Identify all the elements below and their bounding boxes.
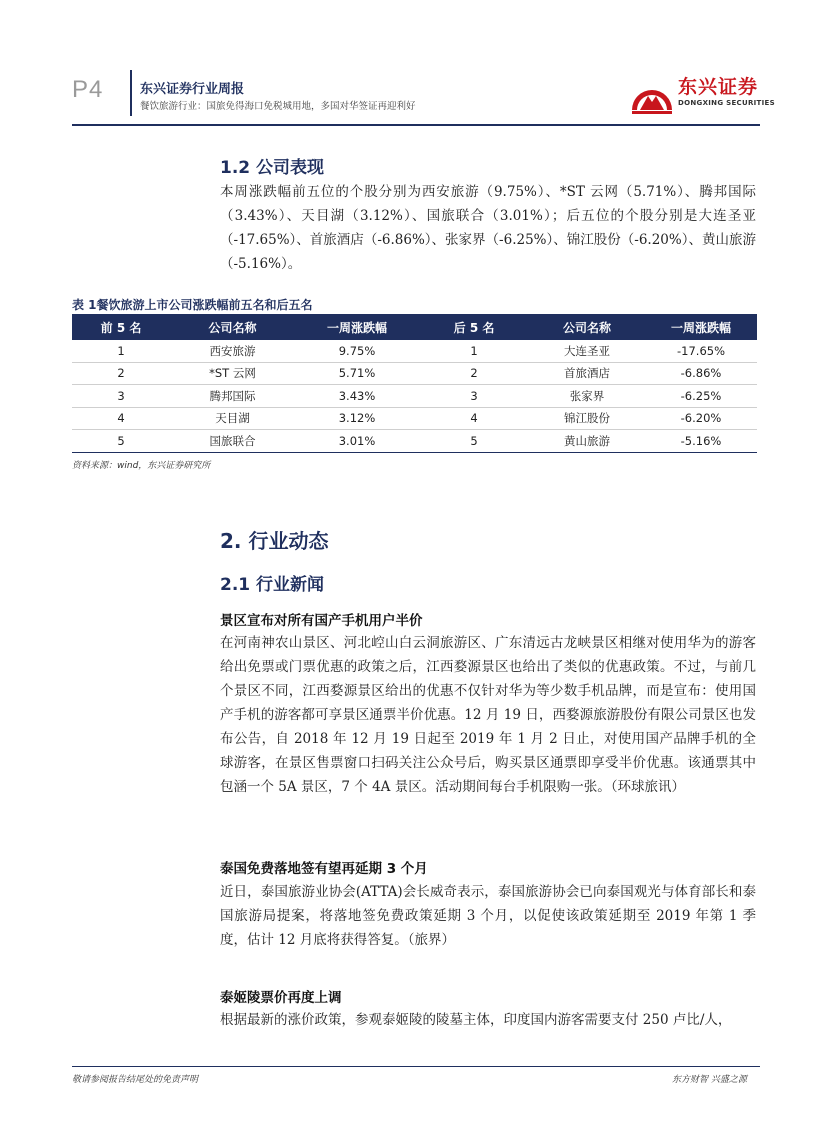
table-header-cell: 一周涨跌幅 — [295, 314, 419, 340]
table-cell: 首旅酒店 — [529, 362, 645, 385]
table-cell: -17.65% — [645, 340, 757, 362]
table-cell: 1 — [419, 340, 529, 362]
news-body: 根据最新的涨价政策，参观泰姬陵的陵墓主体，印度国内游客需要支付 250 卢比/人， — [220, 1012, 732, 1028]
footer-rule — [72, 1066, 760, 1067]
table-cell: 西安旅游 — [170, 340, 295, 362]
table-cell: -6.86% — [645, 362, 757, 385]
table-cell: 3 — [419, 385, 529, 408]
table-cell: -6.20% — [645, 407, 757, 430]
logo-text-en: DONGXING SECURITIES — [678, 99, 775, 107]
section-heading-2: 2. 行业动态 — [220, 529, 329, 553]
table-cell: -6.25% — [645, 385, 757, 408]
performance-table — [72, 314, 757, 453]
table-cell: -5.16% — [645, 430, 757, 453]
disclaimer-note: 敬请参阅报告结尾处的免责声明 — [72, 1075, 199, 1085]
section-heading-2-1: 2.1 行业新闻 — [220, 575, 325, 595]
table-header-cell: 前 5 名 — [72, 314, 170, 340]
table-cell: *ST 云网 — [170, 362, 295, 385]
report-subtitle: 餐饮旅游行业：国旅免得海口免税城用地，多国对华签证再迎利好 — [140, 101, 416, 112]
header-divider — [130, 70, 132, 116]
table-cell: 5.71% — [295, 362, 419, 385]
news-title: 泰国免费落地签有望再延期 3 个月 — [220, 861, 428, 877]
table-row — [72, 362, 757, 385]
table-header-cell: 公司名称 — [170, 314, 295, 340]
table-row — [72, 340, 757, 362]
table-cell: 国旅联合 — [170, 430, 295, 453]
table-cell: 4 — [419, 407, 529, 430]
table-header-cell: 一周涨跌幅 — [645, 314, 757, 340]
footer-slogan: 东方财智 兴盛之源 — [672, 1075, 747, 1085]
table-cell: 9.75% — [295, 340, 419, 362]
company-performance-paragraph: 本周涨跌幅前五位的个股分别为西安旅游（9.75%）、*ST 云网（5.71%）、腾邦国际（3.43%）、天目湖（3.12%）、国旅联合（3.01%）；后五位的个股分别是大连圣亚（-17.65%）、首旅酒店（-6.86%）、张家界（-6.25%）、锦江股份（-6.20%）、黄山旅游（-5.16%）。 — [220, 184, 756, 272]
table-header-row — [72, 314, 757, 340]
table-cell: 3.12% — [295, 407, 419, 430]
table-cell: 天目湖 — [170, 407, 295, 430]
page-number: P4 — [72, 76, 104, 103]
table-cell: 大连圣亚 — [529, 340, 645, 362]
table-cell: 1 — [72, 340, 170, 362]
table-cell: 3.01% — [295, 430, 419, 453]
table-header-cell: 后 5 名 — [419, 314, 529, 340]
table-cell: 3 — [72, 385, 170, 408]
news-body: 近日，泰国旅游业协会(ATTA)会长威奇表示，泰国旅游协会已向泰国观光与体育部长和泰国旅游局提案，将落地签免费政策延期 3 个月，以促使该政策延期至 2019 年第 1 季度，估计 12 月底将获得答复。（旅界） — [220, 884, 756, 948]
table-caption: 表 1餐饮旅游上市公司涨跌幅前五名和后五名 — [72, 298, 313, 312]
news-title: 景区宣布对所有国产手机用户半价 — [220, 613, 423, 629]
news-body: 在河南神农山景区、河北崆山白云洞旅游区、广东清远古龙峡景区相继对使用华为的游客给出免票或门票优惠的政策之后，江西婺源景区也给出了类似的优惠政策。不过，与前几个景区不同，江西婺源景区给出的优惠不仅针对华为等少数手机品牌，而是宣布：使用国产手机的游客都可享景区通票半价优惠。12 月 19 日，西婺源旅游股份有限公司景区也发布公告，自 2018 年 12 月 19 日起至 2019 年 1 月 2 日止，对使用国产品牌手机的全球游客，在景区售票窗口扫码关注公众号后，购买景区通票即享受半价优惠。该通票其中包涵一个 5A 景区，7 个 4A 景区。活动期间每台手机限购一张。（环球旅讯） — [220, 635, 756, 795]
table-source: 资料来源：wind，东兴证券研究所 — [72, 461, 211, 471]
table-cell: 锦江股份 — [529, 407, 645, 430]
table-row — [72, 385, 757, 408]
news-title: 泰姬陵票价再度上调 — [220, 990, 342, 1006]
table-cell: 黄山旅游 — [529, 430, 645, 453]
table-cell: 4 — [72, 407, 170, 430]
section-heading-1-2: 1.2 公司表现 — [220, 158, 325, 178]
table-cell: 2 — [419, 362, 529, 385]
table-cell: 张家界 — [529, 385, 645, 408]
table-cell: 3.43% — [295, 385, 419, 408]
report-title: 东兴证券行业周报 — [140, 82, 245, 97]
table-cell: 5 — [419, 430, 529, 453]
table-cell: 腾邦国际 — [170, 385, 295, 408]
logo-text-cn: 东兴证券 — [678, 76, 759, 98]
table-header-cell: 公司名称 — [529, 314, 645, 340]
header-rule — [72, 124, 760, 126]
table-cell: 2 — [72, 362, 170, 385]
table-row — [72, 407, 757, 430]
table-row — [72, 430, 757, 453]
table-cell: 5 — [72, 430, 170, 453]
